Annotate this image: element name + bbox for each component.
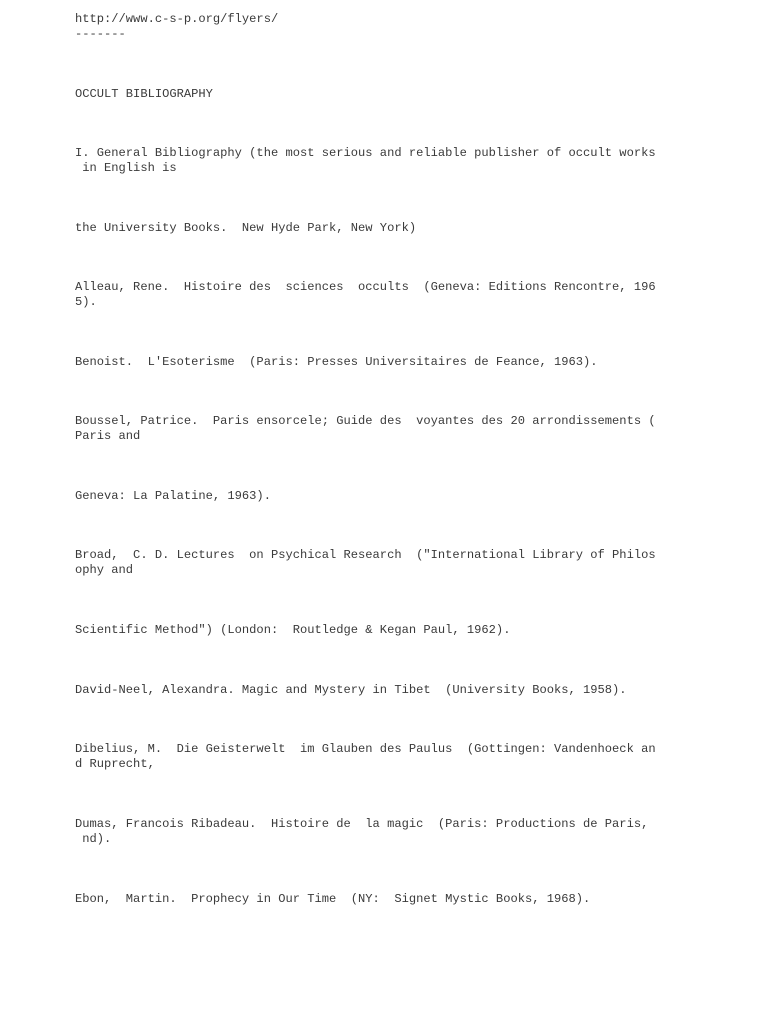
separator-rule: ------- [75,27,126,41]
bibliography-entry: Dibelius, M. Die Geisterwelt im Glauben des Paulus (Gottingen: Vandenhoeck an d Ruprecht, [75,742,656,771]
document-title: OCCULT BIBLIOGRAPHY [75,87,213,101]
bibliography-entry: Broad, C. D. Lectures on Psychical Research ("International Library of Philos ophy and [75,548,656,577]
bibliography-entry-continued: Geneva: La Palatine, 1963). [75,489,271,503]
bibliography-entry: Dumas, Francois Ribadeau. Histoire de la magic (Paris: Productions de Paris, nd). [75,817,649,846]
source-url: http://www.c-s-p.org/flyers/ [75,12,279,26]
bibliography-entry: Ebon, Martin. Prophecy in Our Time (NY: Signet Mystic Books, 1968). [75,892,591,906]
section-heading-continued: the University Books. New Hyde Park, New York) [75,221,417,235]
section-heading: I. General Bibliography (the most serious and reliable publisher of occult works in English is [75,146,656,175]
bibliography-entry: Alleau, Rene. Histoire des sciences occults (Geneva: Editions Rencontre, 196 5). [75,280,656,309]
bibliography-entry: Boussel, Patrice. Paris ensorcele; Guide des voyantes des 20 arrondissements ( Paris and [75,414,656,443]
bibliography-entry-continued: Scientific Method") (London: Routledge & Kegan Paul, 1962). [75,623,511,637]
bibliography-entry: David-Neel, Alexandra. Magic and Mystery in Tibet (University Books, 1958). [75,683,627,697]
bibliography-entry: Benoist. L'Esoterisme (Paris: Presses Universitaires de Feance, 1963). [75,355,598,369]
